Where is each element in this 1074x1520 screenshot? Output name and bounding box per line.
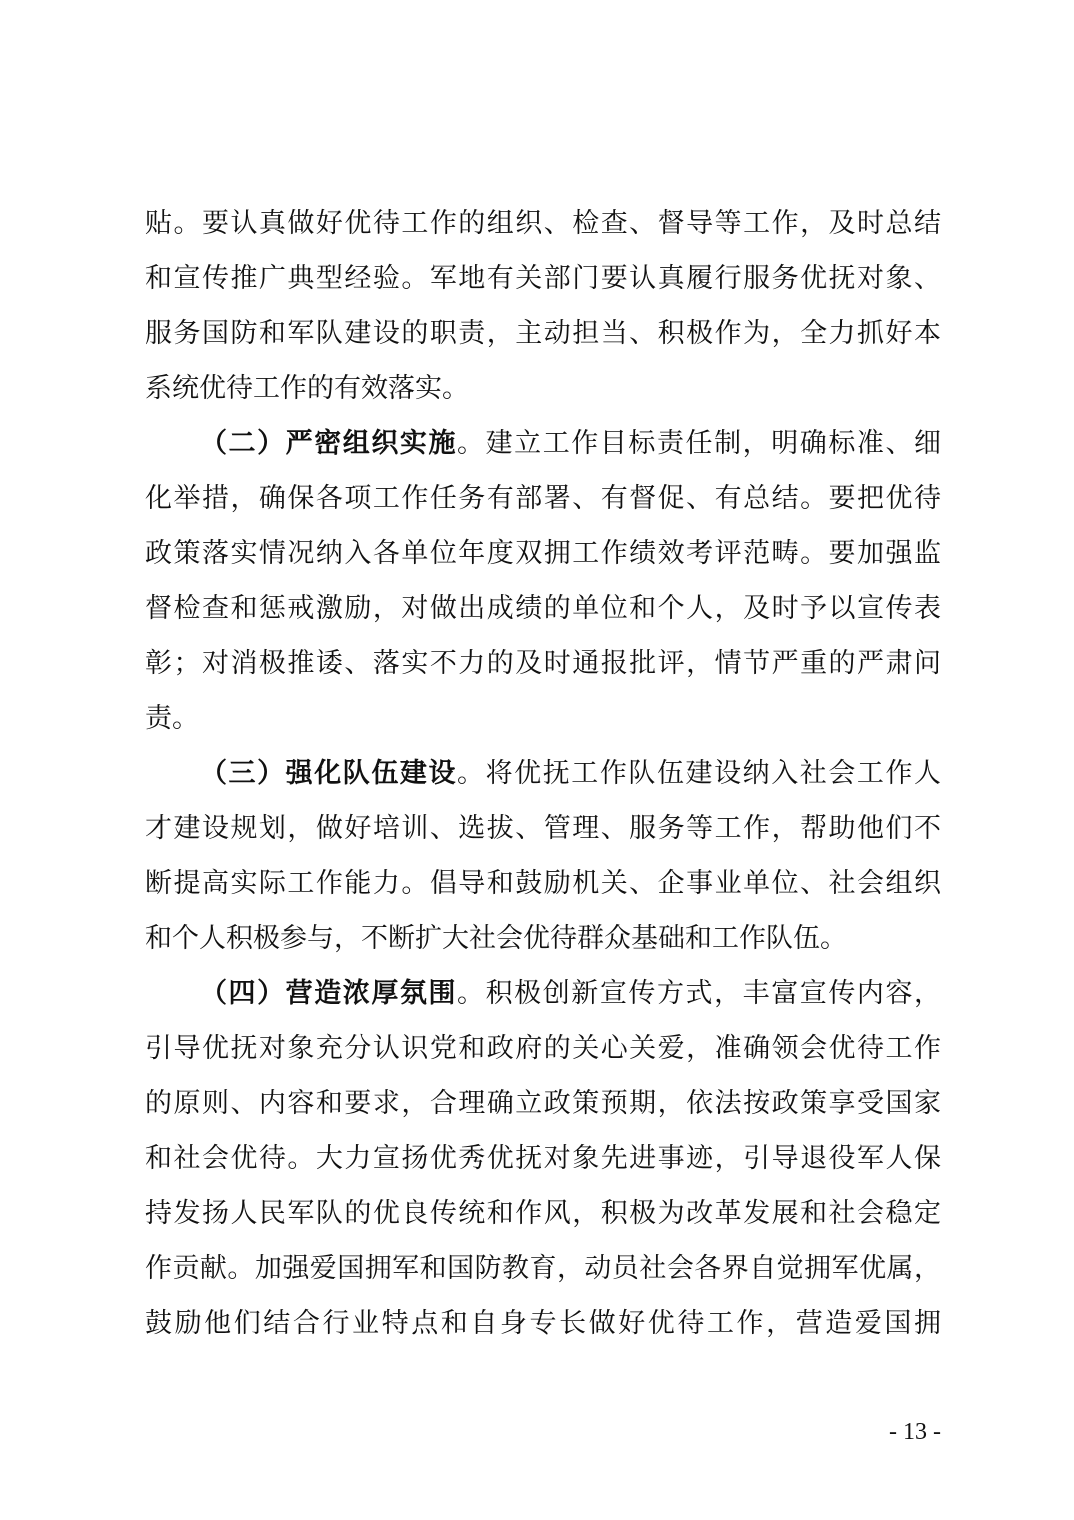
body-text-line: 贴。要认真做好优待工作的组织、检查、督导等工作，及时总结 [145,208,941,239]
body-text-line: 督检查和惩戒激励，对做出成绩的单位和个人，及时予以宣传表 [145,593,941,624]
body-text-line: 化举措，确保各项工作任务有部署、有督促、有总结。要把优待 [145,483,941,514]
body-text-line: 和宣传推广典型经验。军地有关部门要认真履行服务优抚对象、 [145,263,941,294]
body-text-line: 和社会优待。大力宣扬优秀优抚对象先进事迹，引导退役军人保 [145,1143,941,1174]
body-text-line: 彰；对消极推诿、落实不力的及时通报批评，情节严重的严肃问 [145,648,941,679]
body-text-line: 持发扬人民军队的优良传统和作风，积极为改革发展和社会稳定 [145,1198,941,1229]
section-text: 。积极创新宣传方式，丰富宣传内容， [457,978,941,1009]
body-text-line: 政策落实情况纳入各单位年度双拥工作绩效考评范畴。要加强监 [145,538,941,569]
section-first-line [200,758,941,790]
section-text: 。将优抚工作队伍建设纳入社会工作人 [457,758,941,789]
section-heading: （二）严密组织实施 [200,428,458,459]
body-text-line: 才建设规划，做好培训、选拔、管理、服务等工作，帮助他们不 [145,813,941,844]
body-text-line: 和个人积极参与，不断扩大社会优待群众基础和工作队伍。 [145,923,847,954]
body-text-line: 的原则、内容和要求，合理确立政策预期，依法按政策享受国家 [145,1088,941,1119]
section-heading: （三）强化队伍建设 [200,758,458,789]
section-text: 。建立工作目标责任制，明确标准、细 [457,428,941,459]
section-heading: （四）营造浓厚氛围 [200,978,458,1009]
body-text-line: 系统优待工作的有效落实。 [145,373,469,404]
body-text-line: 鼓励他们结合行业特点和自身专长做好优待工作，营造爱国拥 [145,1308,941,1339]
body-text-line: 作贡献。加强爱国拥军和国防教育，动员社会各界自觉拥军优属， [145,1253,941,1284]
section-first-line [200,978,941,1010]
page-number: - 13 - [889,1419,941,1445]
body-text-line: 引导优抚对象充分认识党和政府的关心关爱，准确领会优待工作 [145,1033,941,1064]
body-text-line: 服务国防和军队建设的职责，主动担当、积极作为，全力抓好本 [145,318,941,349]
section-first-line [200,428,941,460]
body-text-line: 责。 [145,703,199,734]
body-text-line: 断提高实际工作能力。倡导和鼓励机关、企事业单位、社会组织 [145,868,941,899]
